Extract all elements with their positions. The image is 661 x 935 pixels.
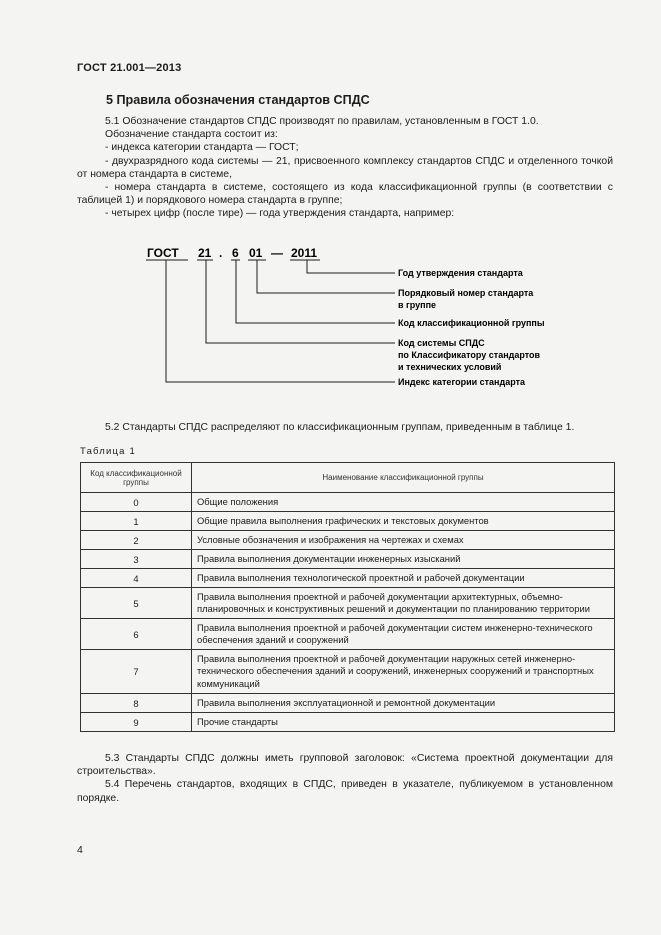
table-row bbox=[81, 531, 615, 550]
p53-text: 5.3 Стандарты СПДС должны иметь групповой заголовок: «Система проектной документации для строительства». bbox=[77, 753, 613, 778]
column-header-code: Код классификационной группы bbox=[81, 463, 192, 493]
table-caption: Таблица 1 bbox=[80, 446, 136, 457]
label-sys-2: по Классификатору стандартов bbox=[398, 350, 541, 360]
row-name: Правила выполнения эксплуатационной и ремонтной документации bbox=[192, 694, 615, 713]
label-class: Код классификационной группы bbox=[398, 318, 545, 328]
table-row bbox=[81, 550, 615, 569]
row-code: 7 bbox=[81, 650, 192, 694]
row-code: 4 bbox=[81, 569, 192, 588]
paragraph-5-3-5-4 bbox=[77, 752, 613, 805]
code-dash: — bbox=[271, 246, 283, 260]
row-name: Правила выполнения проектной и рабочей документации архитектурных, объемно-планировочных и конструктивных решений и документации по планированию территории bbox=[192, 588, 615, 619]
section-title: 5 Правила обозначения стандартов СПДС bbox=[106, 93, 370, 107]
classification-table bbox=[80, 462, 615, 732]
page-number: 4 bbox=[77, 844, 83, 856]
code-dot: . bbox=[219, 246, 223, 260]
p51-item1: - индекса категории стандарта — ГОСТ; bbox=[105, 142, 299, 154]
column-header-name: Наименование классификационной группы bbox=[192, 463, 615, 493]
label-seq-1: Порядковый номер стандарта bbox=[398, 288, 534, 298]
table-row bbox=[81, 694, 615, 713]
row-name: Прочие стандарты bbox=[192, 713, 615, 732]
table-row bbox=[81, 588, 615, 619]
label-seq-2: в группе bbox=[398, 300, 437, 310]
code-group: 6 bbox=[232, 246, 239, 260]
table-header-row bbox=[81, 463, 615, 493]
row-name: Правила выполнения документации инженерных изысканий bbox=[192, 550, 615, 569]
p51-item3: - номера стандарта в системе, состоящего из кода классификационной группы (в соответствии с таблицей 1) и порядкового номера стандарта в группе; bbox=[77, 182, 613, 207]
row-code: 2 bbox=[81, 531, 192, 550]
p51-item2: - двухразрядного кода системы — 21, присвоенного комплексу стандартов СПДС и отделенного точкой от номера стандарта в системе, bbox=[77, 155, 613, 180]
label-sys-3: и технических условий bbox=[398, 362, 502, 372]
row-name: Правила выполнения проектной и рабочей документации наружных сетей инженерно-технического обеспечения зданий и сооружений, инженерных сооружений и транспортных коммуникаций bbox=[192, 650, 615, 694]
row-code: 0 bbox=[81, 493, 192, 512]
table-row bbox=[81, 569, 615, 588]
table-row bbox=[81, 713, 615, 732]
row-name: Общие положения bbox=[192, 493, 615, 512]
code-number: 01 bbox=[249, 246, 263, 260]
label-index: Индекс категории стандарта bbox=[398, 377, 525, 387]
label-year: Год утверждения стандарта bbox=[398, 268, 523, 278]
row-name: Правила выполнения технологической проектной и рабочей документации bbox=[192, 569, 615, 588]
code-year: 2011 bbox=[291, 246, 318, 260]
row-code: 8 bbox=[81, 694, 192, 713]
row-code: 9 bbox=[81, 713, 192, 732]
row-code: 3 bbox=[81, 550, 192, 569]
p54-text: 5.4 Перечень стандартов, входящих в СПДС, приведен в указателе, публикуемом в установленном порядке. bbox=[77, 779, 613, 804]
row-name: Правила выполнения проектной и рабочей документации систем инженерно-технического обеспечения зданий и сооружений bbox=[192, 619, 615, 650]
p51-line2: Обозначение стандарта состоит из: bbox=[105, 129, 278, 141]
table-row bbox=[81, 619, 615, 650]
row-code: 1 bbox=[81, 512, 192, 531]
code-gost: ГОСТ bbox=[147, 246, 179, 260]
code-system: 21 bbox=[198, 246, 212, 260]
document-header: ГОСТ 21.001—2013 bbox=[77, 62, 182, 74]
paragraph-5-2 bbox=[77, 421, 613, 434]
row-name: Условные обозначения и изображения на чертежах и схемах bbox=[192, 531, 615, 550]
table-row bbox=[81, 512, 615, 531]
table-row bbox=[81, 493, 615, 512]
p51-line1: 5.1 Обозначение стандартов СПДС производят по правилам, установленным в ГОСТ 1.0. bbox=[105, 116, 539, 127]
label-sys-1: Код системы СПДС bbox=[398, 338, 485, 348]
row-code: 5 bbox=[81, 588, 192, 619]
p51-item4: - четырех цифр (после тире) — года утверждения стандарта, например: bbox=[105, 208, 455, 220]
row-name: Общие правила выполнения графических и текстовых документов bbox=[192, 512, 615, 531]
p52-text: 5.2 Стандарты СПДС распределяют по классификационным группам, приведенным в таблице 1. bbox=[105, 422, 575, 433]
table-row bbox=[81, 650, 615, 694]
row-code: 6 bbox=[81, 619, 192, 650]
